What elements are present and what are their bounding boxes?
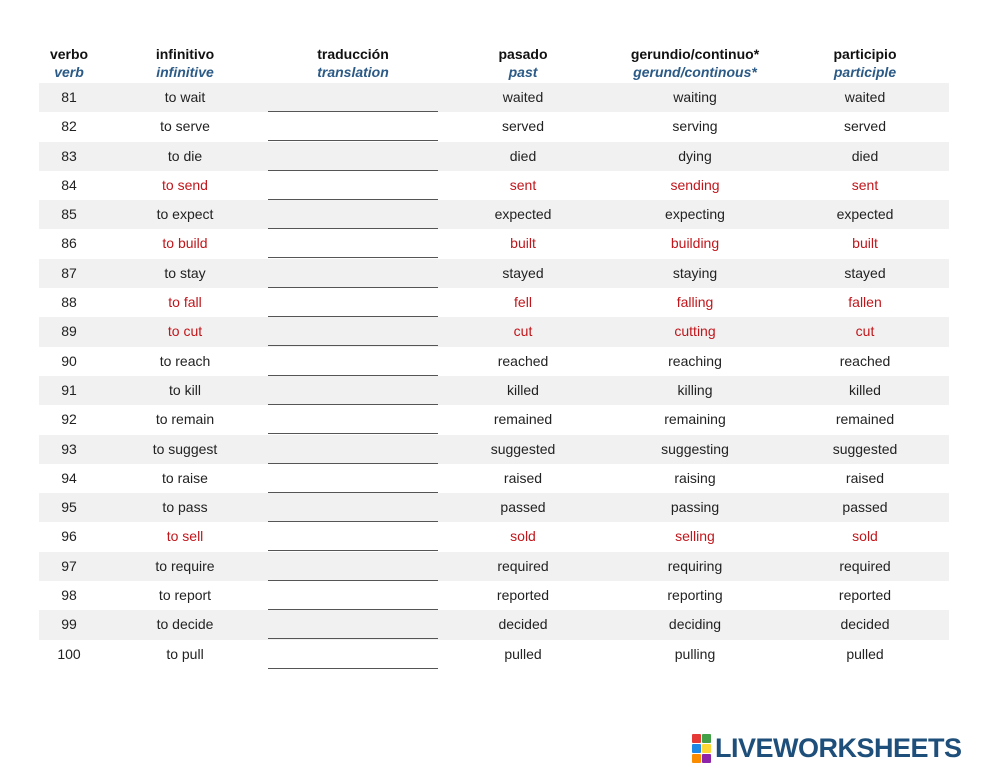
gerund-cell: killing (677, 381, 713, 398)
participle-cell: reached (839, 352, 891, 369)
header-participle-en: participle (833, 64, 897, 80)
infinitive-cell: to expect (156, 206, 214, 223)
header-verb (50, 45, 88, 81)
gerund-cell: waiting (673, 89, 717, 105)
header-verb-es: verbo (49, 46, 89, 62)
past-cell: sent (509, 176, 537, 193)
verb-number: 87 (61, 264, 77, 281)
past-cell: fell (514, 294, 532, 311)
header-participle-es: participio (833, 46, 897, 62)
gerund-cell: passing (670, 499, 720, 516)
table-row (39, 112, 949, 141)
infinitive-cell: to remain (155, 411, 215, 428)
header-past-en: past (508, 64, 538, 80)
header-translation-en: translation (317, 64, 389, 80)
past-cell: sold (510, 528, 536, 545)
past-cell: reached (497, 352, 549, 369)
liveworksheets-logo-icon (692, 734, 711, 763)
past-cell: waited (502, 89, 544, 105)
gerund-cell: requiring (667, 557, 723, 574)
infinitive-cell: to wait (164, 89, 206, 105)
table-row (39, 493, 949, 522)
participle-cell: built (852, 235, 878, 252)
gerund-cell: serving (672, 118, 718, 135)
header-verb-en: verb (54, 64, 84, 80)
infinitive-cell: to reach (159, 352, 211, 369)
gerund-cell: selling (675, 528, 715, 545)
table-row (39, 522, 949, 551)
table-row (39, 581, 949, 610)
past-cell: cut (513, 323, 533, 340)
gerund-cell: suggesting (661, 440, 729, 457)
past-cell: pulled (504, 645, 542, 662)
past-cell: raised (503, 469, 543, 486)
infinitive-cell: to sell (166, 528, 204, 545)
infinitive-cell: to send (162, 176, 208, 193)
gerund-cell: staying (672, 264, 718, 281)
verb-number: 100 (57, 645, 81, 662)
past-cell: served (501, 118, 545, 135)
table-header (39, 45, 949, 83)
table-row (39, 83, 949, 112)
past-cell: stayed (502, 264, 544, 281)
participle-cell: killed (849, 381, 881, 398)
header-gerund (631, 45, 759, 81)
gerund-cell: raising (674, 469, 716, 486)
participle-cell: decided (840, 616, 890, 633)
participle-cell: sent (851, 176, 879, 193)
table-row (39, 376, 949, 405)
infinitive-cell: to stay (164, 264, 206, 281)
participle-cell: sold (852, 528, 878, 545)
participle-cell: reported (838, 587, 892, 604)
infinitive-cell: to cut (167, 323, 203, 340)
verb-number: 82 (61, 118, 77, 135)
participle-cell: raised (845, 469, 885, 486)
translation-blank[interactable] (268, 668, 438, 669)
participle-cell: stayed (844, 264, 886, 281)
participle-cell: died (851, 147, 879, 164)
verb-number: 89 (61, 323, 77, 340)
infinitive-cell: to suggest (152, 440, 218, 457)
participle-cell: remained (835, 411, 895, 428)
past-cell: remained (493, 411, 553, 428)
participle-cell: suggested (832, 440, 898, 457)
verb-number: 97 (61, 557, 77, 574)
past-cell: reported (496, 587, 550, 604)
verb-number: 85 (61, 206, 77, 223)
header-translation-es: traducción (317, 46, 389, 62)
gerund-cell: expecting (665, 206, 725, 223)
infinitive-cell: to pass (162, 499, 208, 516)
participle-cell: pulled (846, 645, 884, 662)
participle-cell: required (839, 557, 891, 574)
table-row (39, 229, 949, 258)
header-infinitive-en: infinitive (156, 64, 214, 80)
gerund-cell: dying (678, 147, 712, 164)
logo-square (692, 754, 701, 763)
verb-number: 88 (61, 294, 77, 311)
logo-square (702, 744, 711, 753)
gerund-cell: falling (676, 294, 714, 311)
participle-cell: waited (844, 89, 886, 105)
logo-square (692, 734, 701, 743)
header-infinitive-es: infinitivo (155, 46, 215, 62)
verb-number: 91 (61, 381, 77, 398)
header-participle (833, 45, 896, 81)
table-row (39, 317, 949, 346)
infinitive-cell: to serve (160, 118, 210, 135)
infinitive-cell: to build (162, 235, 208, 252)
infinitive-cell: to die (167, 147, 203, 164)
participle-cell: served (843, 118, 887, 135)
participle-cell: expected (836, 206, 894, 223)
table-row (39, 142, 949, 171)
verb-number: 94 (61, 469, 77, 486)
table-row (39, 640, 949, 669)
logo-square (692, 744, 701, 753)
logo-square (702, 754, 711, 763)
past-cell: killed (507, 381, 539, 398)
gerund-cell: reaching (668, 352, 722, 369)
table-row (39, 435, 949, 464)
verb-number: 92 (61, 411, 77, 428)
infinitive-cell: to kill (169, 381, 201, 398)
verb-number: 96 (61, 528, 77, 545)
participle-cell: passed (842, 499, 888, 516)
past-cell: built (510, 235, 536, 252)
infinitive-cell: to require (155, 557, 215, 574)
verb-number: 81 (61, 89, 77, 105)
gerund-cell: building (670, 235, 720, 252)
brand-text: LIVEWORKSHEETS (715, 732, 962, 763)
gerund-cell: deciding (668, 616, 722, 633)
gerund-cell: pulling (674, 645, 716, 662)
verb-worksheet (39, 45, 949, 662)
logo-square (702, 734, 711, 743)
table-row (39, 347, 949, 376)
table-row (39, 464, 949, 493)
liveworksheets-brand (692, 733, 962, 763)
verb-number: 95 (61, 499, 77, 516)
verb-number: 98 (61, 587, 77, 604)
past-cell: passed (500, 499, 546, 516)
table-row (39, 171, 949, 200)
verb-number: 86 (61, 235, 77, 252)
past-cell: required (497, 557, 549, 574)
past-cell: decided (498, 616, 548, 633)
header-infinitive (156, 45, 214, 81)
verb-number: 90 (61, 352, 77, 369)
infinitive-cell: to raise (162, 469, 208, 486)
verb-rows (39, 83, 949, 669)
table-row (39, 552, 949, 581)
gerund-cell: cutting (674, 323, 716, 340)
participle-cell: cut (855, 323, 875, 340)
participle-cell: fallen (848, 294, 882, 311)
header-past-es: pasado (498, 46, 548, 62)
header-gerund-es: gerundio/continuo* (630, 46, 760, 62)
header-past (498, 45, 547, 81)
past-cell: died (509, 147, 537, 164)
header-translation (317, 45, 389, 81)
infinitive-cell: to report (158, 587, 212, 604)
gerund-cell: remaining (664, 411, 726, 428)
verb-number: 83 (61, 147, 77, 164)
gerund-cell: sending (670, 176, 720, 193)
table-row (39, 200, 949, 229)
verb-number: 84 (61, 176, 77, 193)
header-gerund-en: gerund/continous* (633, 64, 757, 80)
gerund-cell: reporting (667, 587, 723, 604)
infinitive-cell: to pull (166, 645, 204, 662)
past-cell: suggested (490, 440, 556, 457)
infinitive-cell: to fall (168, 294, 202, 311)
infinitive-cell: to decide (156, 616, 214, 633)
verb-number: 93 (61, 440, 77, 457)
table-row (39, 288, 949, 317)
table-row (39, 259, 949, 288)
table-row (39, 405, 949, 434)
verb-number: 99 (61, 616, 77, 633)
past-cell: expected (494, 206, 552, 223)
table-row (39, 610, 949, 639)
